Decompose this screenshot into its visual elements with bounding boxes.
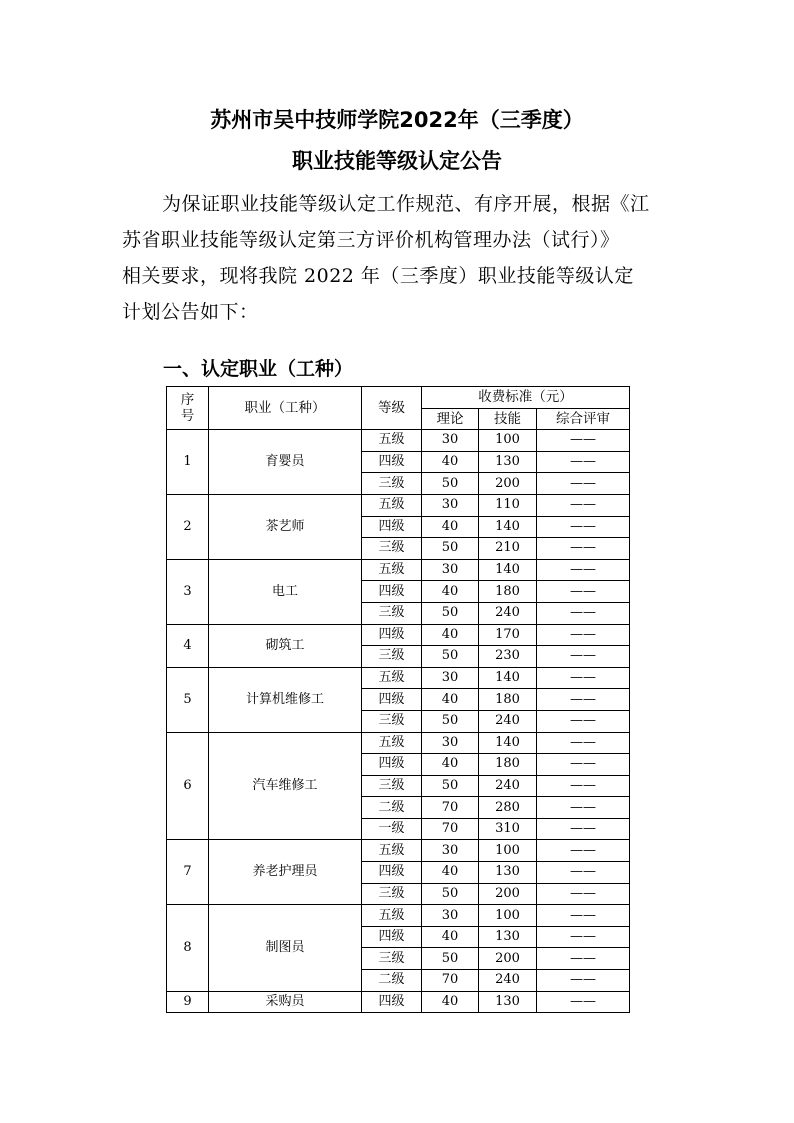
theory-fee-cell: 30 xyxy=(422,494,479,516)
level-cell: 四级 xyxy=(362,926,422,948)
skill-fee-cell: 130 xyxy=(479,991,537,1013)
occupation-name: 制图员 xyxy=(209,905,362,991)
occupation-name: 砌筑工 xyxy=(209,624,362,667)
intro-line: 相关要求，现将我院 2022 年（三季度）职业技能等级认定 xyxy=(122,265,634,287)
skill-fee-cell: 200 xyxy=(479,473,537,495)
review-fee-cell: —— xyxy=(537,948,630,970)
skill-fee-cell: 180 xyxy=(479,754,537,776)
review-fee-cell: —— xyxy=(537,840,630,862)
review-fee-cell: —— xyxy=(537,646,630,668)
theory-fee-cell: 50 xyxy=(422,473,479,495)
level-cell: 四级 xyxy=(362,581,422,603)
header-fee: 收费标准（元） xyxy=(422,387,630,409)
header-no-label: 序号 xyxy=(180,392,195,425)
skill-fee-cell: 140 xyxy=(479,559,537,581)
table-row xyxy=(167,905,630,927)
header-review: 综合评审 xyxy=(537,408,630,430)
review-fee-cell: —— xyxy=(537,667,630,689)
level-cell: 三级 xyxy=(362,948,422,970)
table-row xyxy=(167,624,630,646)
occupation-fee-table xyxy=(166,386,630,1013)
table-row xyxy=(167,840,630,862)
theory-fee-cell: 30 xyxy=(422,667,479,689)
table-row xyxy=(167,559,630,581)
level-cell: 五级 xyxy=(362,559,422,581)
row-number: 5 xyxy=(167,667,209,732)
occupation-name: 汽车维修工 xyxy=(209,732,362,840)
skill-fee-cell: 240 xyxy=(479,710,537,732)
section-heading: 一、认定职业（工种） xyxy=(163,358,354,380)
skill-fee-cell: 110 xyxy=(479,494,537,516)
theory-fee-cell: 50 xyxy=(422,538,479,560)
review-fee-cell: —— xyxy=(537,991,630,1013)
theory-fee-cell: 50 xyxy=(422,646,479,668)
review-fee-cell: —— xyxy=(537,624,630,646)
level-cell: 三级 xyxy=(362,710,422,732)
table-row xyxy=(167,430,630,452)
review-fee-cell: —— xyxy=(537,818,630,840)
skill-fee-cell: 130 xyxy=(479,451,537,473)
review-fee-cell: —— xyxy=(537,516,630,538)
row-number: 2 xyxy=(167,494,209,559)
skill-fee-cell: 210 xyxy=(479,538,537,560)
theory-fee-cell: 70 xyxy=(422,818,479,840)
review-fee-cell: —— xyxy=(537,559,630,581)
level-cell: 四级 xyxy=(362,451,422,473)
theory-fee-cell: 50 xyxy=(422,602,479,624)
header-occupation: 职业（工种） xyxy=(209,387,362,430)
review-fee-cell: —— xyxy=(537,710,630,732)
level-cell: 三级 xyxy=(362,473,422,495)
occupation-name: 养老护理员 xyxy=(209,840,362,905)
theory-fee-cell: 40 xyxy=(422,926,479,948)
level-cell: 三级 xyxy=(362,883,422,905)
skill-fee-cell: 240 xyxy=(479,602,537,624)
skill-fee-cell: 170 xyxy=(479,624,537,646)
intro-line: 为保证职业技能等级认定工作规范、有序开展，根据《江 xyxy=(162,193,650,215)
header-skill: 技能 xyxy=(479,408,537,430)
review-fee-cell: —— xyxy=(537,970,630,992)
theory-fee-cell: 50 xyxy=(422,710,479,732)
level-cell: 五级 xyxy=(362,732,422,754)
page-subtitle: 职业技能等级认定公告 xyxy=(292,149,502,173)
theory-fee-cell: 30 xyxy=(422,840,479,862)
theory-fee-cell: 30 xyxy=(422,559,479,581)
level-cell: 四级 xyxy=(362,689,422,711)
header-level: 等级 xyxy=(362,387,422,430)
level-cell: 五级 xyxy=(362,430,422,452)
review-fee-cell: —— xyxy=(537,754,630,776)
review-fee-cell: —— xyxy=(537,797,630,819)
row-number: 8 xyxy=(167,905,209,991)
skill-fee-cell: 280 xyxy=(479,797,537,819)
skill-fee-cell: 240 xyxy=(479,775,537,797)
theory-fee-cell: 40 xyxy=(422,624,479,646)
skill-fee-cell: 180 xyxy=(479,581,537,603)
review-fee-cell: —— xyxy=(537,430,630,452)
row-number: 1 xyxy=(167,430,209,495)
level-cell: 二级 xyxy=(362,970,422,992)
skill-fee-cell: 100 xyxy=(479,905,537,927)
header-theory: 理论 xyxy=(422,408,479,430)
skill-fee-cell: 200 xyxy=(479,883,537,905)
theory-fee-cell: 50 xyxy=(422,948,479,970)
theory-fee-cell: 40 xyxy=(422,516,479,538)
intro-line: 苏省职业技能等级认定第三方评价机构管理办法（试行）》 xyxy=(122,229,620,251)
review-fee-cell: —— xyxy=(537,905,630,927)
occupation-name: 茶艺师 xyxy=(209,494,362,559)
review-fee-cell: —— xyxy=(537,581,630,603)
level-cell: 一级 xyxy=(362,818,422,840)
skill-fee-cell: 140 xyxy=(479,732,537,754)
skill-fee-cell: 200 xyxy=(479,948,537,970)
level-cell: 五级 xyxy=(362,667,422,689)
skill-fee-cell: 130 xyxy=(479,862,537,884)
theory-fee-cell: 40 xyxy=(422,754,479,776)
theory-fee-cell: 30 xyxy=(422,430,479,452)
skill-fee-cell: 310 xyxy=(479,818,537,840)
row-number: 3 xyxy=(167,559,209,624)
theory-fee-cell: 30 xyxy=(422,732,479,754)
theory-fee-cell: 40 xyxy=(422,581,479,603)
review-fee-cell: —— xyxy=(537,602,630,624)
review-fee-cell: —— xyxy=(537,538,630,560)
row-number: 7 xyxy=(167,840,209,905)
level-cell: 三级 xyxy=(362,602,422,624)
review-fee-cell: —— xyxy=(537,494,630,516)
row-number: 4 xyxy=(167,624,209,667)
level-cell: 四级 xyxy=(362,991,422,1013)
skill-fee-cell: 100 xyxy=(479,840,537,862)
review-fee-cell: —— xyxy=(537,451,630,473)
skill-fee-cell: 180 xyxy=(479,689,537,711)
review-fee-cell: —— xyxy=(537,926,630,948)
theory-fee-cell: 40 xyxy=(422,991,479,1013)
level-cell: 三级 xyxy=(362,646,422,668)
table-body xyxy=(167,430,630,1013)
level-cell: 二级 xyxy=(362,797,422,819)
theory-fee-cell: 50 xyxy=(422,775,479,797)
level-cell: 四级 xyxy=(362,862,422,884)
table-row xyxy=(167,667,630,689)
level-cell: 五级 xyxy=(362,905,422,927)
theory-fee-cell: 30 xyxy=(422,905,479,927)
theory-fee-cell: 40 xyxy=(422,451,479,473)
level-cell: 四级 xyxy=(362,516,422,538)
level-cell: 三级 xyxy=(362,775,422,797)
header-no xyxy=(167,387,209,430)
theory-fee-cell: 50 xyxy=(422,883,479,905)
theory-fee-cell: 70 xyxy=(422,797,479,819)
skill-fee-cell: 230 xyxy=(479,646,537,668)
theory-fee-cell: 40 xyxy=(422,689,479,711)
table-header xyxy=(167,387,630,430)
table-row xyxy=(167,732,630,754)
theory-fee-cell: 70 xyxy=(422,970,479,992)
skill-fee-cell: 140 xyxy=(479,516,537,538)
skill-fee-cell: 140 xyxy=(479,667,537,689)
skill-fee-cell: 130 xyxy=(479,926,537,948)
table-row xyxy=(167,494,630,516)
level-cell: 四级 xyxy=(362,754,422,776)
review-fee-cell: —— xyxy=(537,689,630,711)
review-fee-cell: —— xyxy=(537,862,630,884)
skill-fee-cell: 100 xyxy=(479,430,537,452)
review-fee-cell: —— xyxy=(537,732,630,754)
occupation-name: 育婴员 xyxy=(209,430,362,495)
occupation-name: 电工 xyxy=(209,559,362,624)
level-cell: 三级 xyxy=(362,538,422,560)
intro-line: 计划公告如下： xyxy=(122,301,259,323)
level-cell: 五级 xyxy=(362,494,422,516)
row-number: 6 xyxy=(167,732,209,840)
row-number: 9 xyxy=(167,991,209,1013)
level-cell: 四级 xyxy=(362,624,422,646)
review-fee-cell: —— xyxy=(537,775,630,797)
occupation-name: 采购员 xyxy=(209,991,362,1013)
theory-fee-cell: 40 xyxy=(422,862,479,884)
review-fee-cell: —— xyxy=(537,473,630,495)
intro-paragraph xyxy=(122,186,678,330)
page-title: 苏州市吴中技师学院2022年（三季度） xyxy=(210,108,584,132)
table-row xyxy=(167,991,630,1013)
skill-fee-cell: 240 xyxy=(479,970,537,992)
level-cell: 五级 xyxy=(362,840,422,862)
occupation-name: 计算机维修工 xyxy=(209,667,362,732)
review-fee-cell: —— xyxy=(537,883,630,905)
